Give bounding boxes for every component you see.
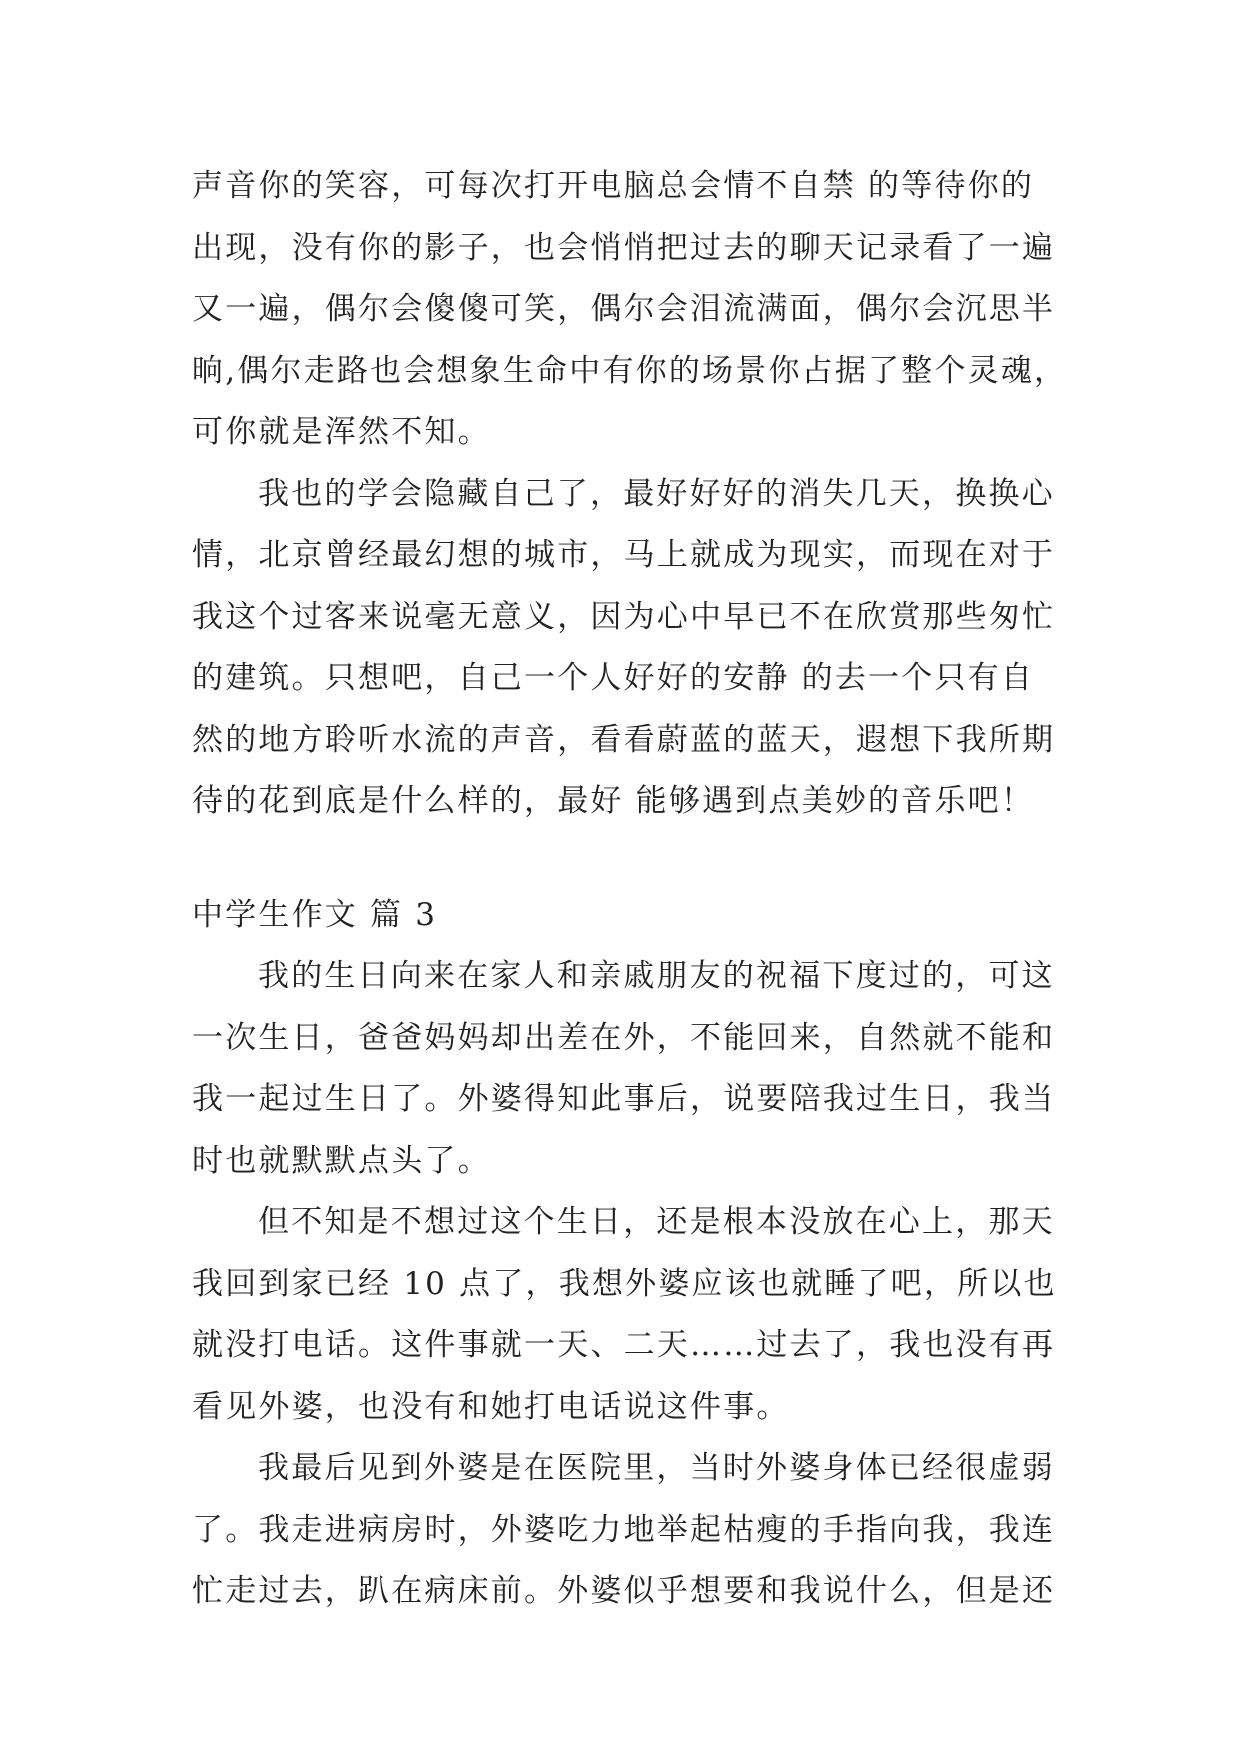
text-line: 我的生日向来在家人和亲戚朋友的祝福下度过的，可这 xyxy=(258,958,1055,994)
text-line: 一次生日，爸爸妈妈却出差在外，不能回来，自然就不能和 xyxy=(192,1019,1056,1056)
paragraph xyxy=(192,1438,1056,1623)
paragraph xyxy=(192,464,1056,833)
text-line: 的建筑。只想吧，自己一个人好好的安静 的去一个只有自 xyxy=(192,660,1035,696)
text-line: 时也就默默点头了。 xyxy=(192,1142,491,1179)
text-line: 然的地方聆听水流的声音，看看蔚蓝的蓝天，遐想下我所期 xyxy=(192,721,1056,758)
text-line: 我回到家已经 10 点了，我想外婆应该也就睡了吧，所以也 xyxy=(192,1265,1057,1302)
text-line: 晌,偶尔走路也会想象生命中有你的场景你占据了整个灵魂， xyxy=(192,352,1068,389)
paragraph xyxy=(192,946,1056,1192)
text-line: 待的花到底是什么样的，最好 能够遇到点美妙的音乐吧！ xyxy=(192,783,1035,819)
text-line: 可你就是浑然不知。 xyxy=(192,414,491,450)
text-line: 又一遍，偶尔会傻傻可笑，偶尔会泪流满面，偶尔会沉思半 xyxy=(192,291,1056,327)
text-line: 就没打电话。这件事就一天、二天……过去了，我也没有再 xyxy=(192,1327,1056,1363)
text-line: 但不知是不想过这个生日，还是根本没放在心上，那天 xyxy=(258,1204,1055,1240)
text-line: 我一起过生日了。外婆得知此事后，说要陪我过生日，我当 xyxy=(192,1081,1056,1117)
text-line: 忙走过去，趴在病床前。外婆似乎想要和我说什么，但是还 xyxy=(192,1573,1056,1609)
section-heading: 中学生作文 篇 3 xyxy=(192,896,438,933)
text-line: 我也的学会隐藏自己了，最好好好的消失几天，换换心 xyxy=(258,475,1055,512)
paragraph-continuation xyxy=(192,156,1068,464)
text-line: 我这个过客来说毫无意义，因为心中早已不在欣赏那些匆忙 xyxy=(192,598,1056,635)
text-line: 看见外婆，也没有和她打电话说这件事。 xyxy=(192,1388,790,1425)
text-line: 我最后见到外婆是在医院里，当时外婆身体已经很虚弱 xyxy=(258,1450,1055,1486)
paragraph xyxy=(192,1192,1056,1438)
text-line: 了。我走进病房时，外婆吃力地举起枯瘦的手指向我，我连 xyxy=(192,1511,1056,1548)
text-line: 出现，没有你的影子，也会悄悄把过去的聊天记录看了一遍 xyxy=(192,229,1056,266)
text-line: 声音你的笑容，可每次打开电脑总会情不自禁 的等待你的 xyxy=(192,168,1035,204)
text-line: 情，北京曾经最幻想的城市，马上就成为现实，而现在对于 xyxy=(192,537,1056,573)
document-page xyxy=(192,156,1068,1623)
